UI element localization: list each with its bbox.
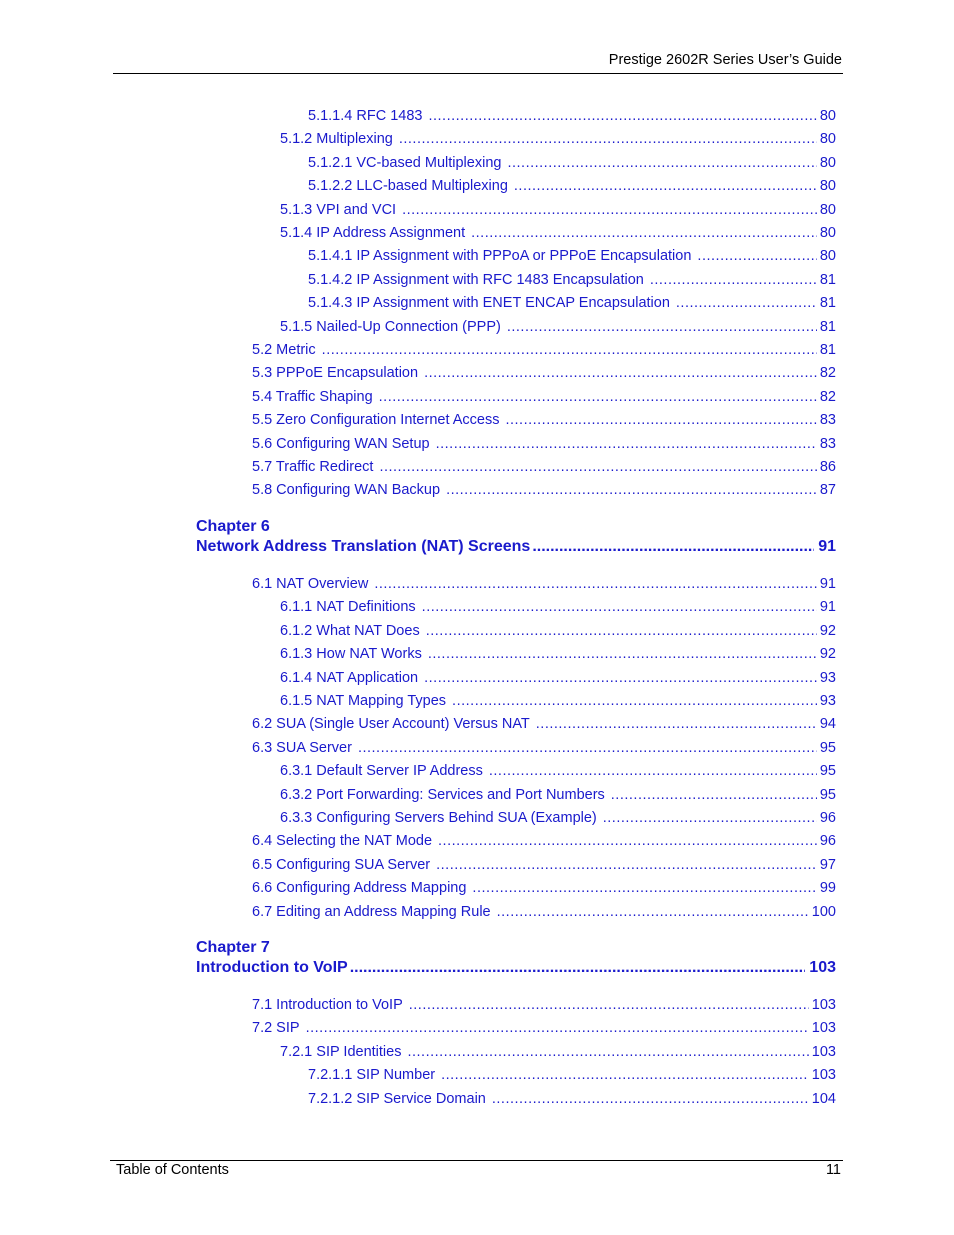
dot-leader xyxy=(611,785,817,805)
dot-leader xyxy=(422,597,817,617)
toc-entry-page: 80 xyxy=(819,154,836,171)
dot-leader xyxy=(409,995,809,1015)
dot-leader xyxy=(507,153,816,173)
toc-entry[interactable] xyxy=(252,995,836,1015)
toc-entry-page: 83 xyxy=(819,435,836,452)
dot-leader xyxy=(507,317,817,337)
dot-leader xyxy=(532,537,814,557)
toc-entry[interactable] xyxy=(252,878,836,898)
toc-entry-page: 103 xyxy=(811,1020,836,1037)
toc-entry-page: 80 xyxy=(819,201,836,218)
toc-entry-title: 6.1 NAT Overview xyxy=(252,576,369,592)
toc-entry[interactable] xyxy=(252,855,836,875)
toc-entry-page: 80 xyxy=(819,131,836,148)
toc-entry[interactable] xyxy=(308,270,836,290)
toc-entry[interactable] xyxy=(308,1089,836,1109)
toc-entry-title: 5.3 PPPoE Encapsulation xyxy=(252,365,419,382)
chapter-6-title: Network Address Translation (NAT) Screens xyxy=(196,538,531,555)
toc-entry[interactable] xyxy=(252,340,836,360)
toc-entry[interactable] xyxy=(280,1042,836,1062)
chapter-7-page: 103 xyxy=(809,959,836,976)
toc-entry-title: 5.5 Zero Configuration Internet Access xyxy=(252,412,500,429)
toc-entry[interactable] xyxy=(308,176,836,196)
toc-entry-title: 5.1.4.2 IP Assignment with RFC 1483 Encapsulation xyxy=(308,271,644,288)
toc-entry-page: 103 xyxy=(811,1043,836,1060)
toc-entry-title: 5.1.3 VPI and VCI xyxy=(280,201,397,218)
toc-entry-page: 86 xyxy=(819,459,836,475)
toc-entry-title: 6.2 SUA (Single User Account) Versus NAT xyxy=(252,716,530,733)
toc-entry[interactable] xyxy=(280,621,836,641)
toc-entry-page: 80 xyxy=(819,108,836,124)
chapter-6-title-entry[interactable] xyxy=(196,537,836,557)
toc-entry-page: 92 xyxy=(819,646,836,663)
toc-entry[interactable] xyxy=(252,434,836,454)
toc-entry-page: 95 xyxy=(819,763,836,780)
toc-entry-page: 95 xyxy=(819,739,836,756)
dot-leader xyxy=(402,200,817,220)
toc-entry-page: 81 xyxy=(819,318,836,335)
toc-entry-title: 6.3.2 Port Forwarding: Services and Port Numbers xyxy=(280,786,605,803)
toc-entry-title: 5.1.2 Multiplexing xyxy=(280,131,393,148)
toc-entry-title: 5.1.4.1 IP Assignment with PPPoA or PPPoE Encapsulation xyxy=(308,248,692,265)
toc-entry[interactable] xyxy=(252,410,836,430)
toc-entry-title: 5.1.4.3 IP Assignment with ENET ENCAP Encapsulation xyxy=(308,295,670,312)
toc-entry-page: 94 xyxy=(819,716,836,733)
toc-entry-title: 7.1 Introduction to VoIP xyxy=(252,997,403,1013)
toc-entry[interactable] xyxy=(308,246,836,266)
toc-entry-title: 6.1.1 NAT Definitions xyxy=(280,599,416,616)
toc-entry-title: 5.2 Metric xyxy=(252,342,316,358)
dot-leader xyxy=(441,1065,809,1085)
toc-entry-title: 5.1.4 IP Address Assignment xyxy=(280,225,466,241)
footer-page-number: 11 xyxy=(825,1162,841,1178)
toc-entry-page: 104 xyxy=(811,1090,836,1107)
dot-leader xyxy=(436,434,817,454)
dot-leader xyxy=(322,340,817,360)
toc-entry-title: 5.7 Traffic Redirect xyxy=(252,459,374,475)
toc-entry-title: 6.3.1 Default Server IP Address xyxy=(280,763,483,780)
dot-leader xyxy=(379,457,816,477)
dot-leader xyxy=(399,129,817,149)
toc-entry-title: 6.1.2 What NAT Does xyxy=(280,622,420,639)
toc-entry[interactable] xyxy=(280,808,836,828)
chapter-7-title: Introduction to VoIP xyxy=(196,959,348,976)
toc-entry-page: 87 xyxy=(819,482,836,499)
dot-leader xyxy=(424,668,817,688)
toc-entry-page: 82 xyxy=(819,365,836,382)
toc-entry[interactable] xyxy=(308,1065,836,1085)
toc-entry[interactable] xyxy=(252,738,836,758)
toc-entry[interactable] xyxy=(280,129,836,149)
toc-entry-title: 6.5 Configuring SUA Server xyxy=(252,856,431,873)
dot-leader xyxy=(350,958,806,978)
toc-entry-title: 6.1.3 How NAT Works xyxy=(280,646,422,663)
toc-entry[interactable] xyxy=(280,644,836,664)
dot-leader xyxy=(471,223,817,243)
toc-entry-title: 7.2.1.2 SIP Service Domain xyxy=(308,1090,486,1107)
toc-entry-page: 96 xyxy=(819,833,836,850)
toc-entry[interactable] xyxy=(280,668,836,688)
chapter-6-label[interactable]: Chapter 6 xyxy=(196,518,270,535)
dot-leader xyxy=(379,387,817,407)
toc-entry-page: 99 xyxy=(819,880,836,897)
toc-entry[interactable] xyxy=(252,574,836,594)
toc-entry-title: 5.1.2.2 LLC-based Multiplexing xyxy=(308,178,508,195)
toc-entry-page: 93 xyxy=(819,693,836,709)
toc-entry-page: 100 xyxy=(811,903,836,920)
toc-entry[interactable] xyxy=(280,761,836,781)
dot-leader xyxy=(428,644,817,664)
toc-entry-title: 6.6 Configuring Address Mapping xyxy=(252,880,467,897)
toc-entry-title: 6.7 Editing an Address Mapping Rule xyxy=(252,903,491,920)
toc-entry[interactable] xyxy=(280,223,836,243)
chapter-7-title-entry[interactable] xyxy=(196,958,836,978)
toc-entry-title: 7.2 SIP xyxy=(252,1020,300,1037)
toc-entry[interactable] xyxy=(308,293,836,313)
toc-entry-page: 93 xyxy=(819,669,836,686)
toc-entry-page: 96 xyxy=(819,810,836,826)
chapter-6-page: 91 xyxy=(818,538,836,555)
header-divider xyxy=(113,73,843,74)
toc-entry-title: 5.1.5 Nailed-Up Connection (PPP) xyxy=(280,318,501,335)
dot-leader xyxy=(306,1018,809,1038)
chapter-7-label[interactable]: Chapter 7 xyxy=(196,939,270,956)
toc-entry[interactable] xyxy=(252,387,836,407)
toc-entry[interactable] xyxy=(252,831,836,851)
dot-leader xyxy=(374,574,817,594)
toc-entry[interactable] xyxy=(280,785,836,805)
dot-leader xyxy=(358,738,817,758)
dot-leader xyxy=(505,410,816,430)
toc-entry-page: 80 xyxy=(819,248,836,265)
dot-leader xyxy=(536,714,817,734)
footer-divider xyxy=(110,1160,843,1161)
toc-entry-title: 6.1.4 NAT Application xyxy=(280,669,419,686)
toc-entry[interactable] xyxy=(280,200,836,220)
toc-entry-page: 103 xyxy=(811,1067,836,1084)
dot-leader xyxy=(514,176,817,196)
dot-leader xyxy=(650,270,817,290)
dot-leader xyxy=(436,855,817,875)
dot-leader xyxy=(452,691,817,711)
toc-entry[interactable] xyxy=(252,457,836,477)
toc-entry-page: 91 xyxy=(819,599,836,616)
dot-leader xyxy=(676,293,817,313)
toc-entry-page: 80 xyxy=(819,225,836,241)
dot-leader xyxy=(489,761,817,781)
toc-entry-page: 83 xyxy=(819,412,836,429)
dot-leader xyxy=(472,878,816,898)
toc-entry[interactable] xyxy=(252,902,836,922)
toc-entry[interactable] xyxy=(280,597,836,617)
toc-entry-title: 7.2.1 SIP Identities xyxy=(280,1043,402,1060)
toc-entry-title: 5.1.1.4 RFC 1483 xyxy=(308,108,423,124)
toc-entry-title: 5.6 Configuring WAN Setup xyxy=(252,435,430,452)
toc-entry-page: 81 xyxy=(819,271,836,288)
dot-leader xyxy=(603,808,817,828)
toc-entry[interactable] xyxy=(280,317,836,337)
toc-entry-page: 92 xyxy=(819,622,836,639)
toc-entry-title: 5.8 Configuring WAN Backup xyxy=(252,482,441,499)
dot-leader xyxy=(497,902,809,922)
toc-entry-title: 7.2.1.1 SIP Number xyxy=(308,1067,436,1084)
footer-section: Table of Contents xyxy=(116,1162,229,1178)
toc-entry[interactable] xyxy=(252,714,836,734)
toc-entry-page: 82 xyxy=(819,388,836,405)
toc-entry-title: 6.3.3 Configuring Servers Behind SUA (Example) xyxy=(280,810,597,826)
toc-entry-page: 81 xyxy=(819,295,836,312)
toc-entry-page: 97 xyxy=(819,856,836,873)
toc-entry[interactable] xyxy=(280,691,836,711)
dot-leader xyxy=(438,831,817,851)
toc-entry-page: 103 xyxy=(811,997,836,1013)
toc-entry-title: 6.1.5 NAT Mapping Types xyxy=(280,693,447,709)
toc-entry-page: 91 xyxy=(819,576,836,592)
toc-entry-title: 5.4 Traffic Shaping xyxy=(252,388,373,405)
dot-leader xyxy=(697,246,816,266)
dot-leader xyxy=(492,1089,809,1109)
dot-leader xyxy=(407,1042,808,1062)
document-title: Prestige 2602R Series User’s Guide xyxy=(608,52,842,68)
toc-entry-page: 81 xyxy=(819,342,836,358)
dot-leader xyxy=(426,621,817,641)
toc-entry[interactable] xyxy=(308,153,836,173)
toc-entry-page: 80 xyxy=(819,178,836,195)
dot-leader xyxy=(428,106,816,126)
toc-entry-title: 6.3 SUA Server xyxy=(252,739,352,756)
toc-entry-page: 95 xyxy=(819,786,836,803)
dot-leader xyxy=(424,363,817,383)
dot-leader xyxy=(446,480,817,500)
toc-entry[interactable] xyxy=(308,106,836,126)
toc-entry[interactable] xyxy=(252,480,836,500)
toc-entry[interactable] xyxy=(252,1018,836,1038)
toc-entry-title: 6.4 Selecting the NAT Mode xyxy=(252,833,433,850)
toc-entry-title: 5.1.2.1 VC-based Multiplexing xyxy=(308,154,502,171)
toc-entry[interactable] xyxy=(252,363,836,383)
